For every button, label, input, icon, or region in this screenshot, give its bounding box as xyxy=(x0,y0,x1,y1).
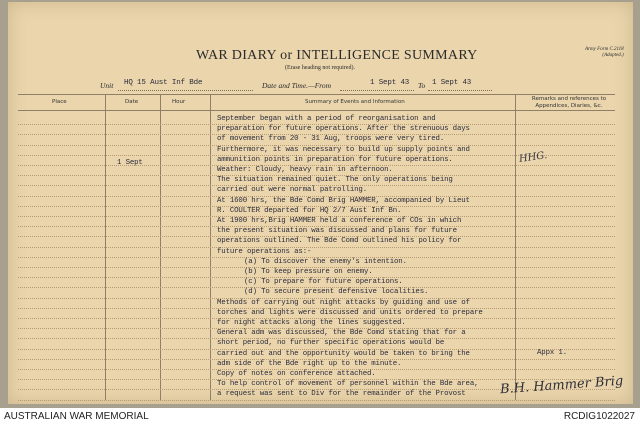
summary-line: ammunition points in preparation for future operations. xyxy=(217,155,453,164)
summary-line: for night attacks along the lines suggested. xyxy=(217,319,406,327)
date-to-dotted-line xyxy=(428,90,492,91)
ruled-row-line xyxy=(18,247,615,248)
summary-line: the present situation was discussed and plans for future xyxy=(217,227,457,236)
summary-line: General adm was discussed, the Bde Comd stating that for a xyxy=(217,329,466,338)
column-header-hour: Hour xyxy=(172,99,186,105)
archive-name: AUSTRALIAN WAR MEMORIAL xyxy=(4,411,149,422)
summary-line: The situation remained quiet. The only operations being xyxy=(217,176,453,185)
column-header-place: Place xyxy=(52,99,67,105)
ruled-row-line xyxy=(18,400,615,401)
summary-line: carried out were normal patrolling. xyxy=(217,186,367,195)
summary-line: At 1600 hrs, the Bde Comd Brig HAMMER, accompanied by Lieut xyxy=(217,196,470,205)
summary-line: To help control of movement of personnel within the Bde area, xyxy=(217,380,479,389)
summary-line: a request was sent to Div for the remainder of the Provost xyxy=(217,390,466,399)
unit-label: Unit xyxy=(100,81,114,90)
page-subtitle: (Erase heading not required). xyxy=(285,65,355,71)
summary-line: September began with a period of reorganisation and xyxy=(217,115,436,123)
table-top-rule xyxy=(18,94,615,95)
handwritten-initials: HHG. xyxy=(518,150,548,165)
army-form-reference: Army Form C.2118 (Adapted.) xyxy=(585,47,624,58)
summary-line: At 1900 hrs,Brig HAMMER held a conference of COs in which xyxy=(217,217,462,225)
summary-line: (c) To prepare for future operations. xyxy=(244,278,403,287)
handwritten-signature: B.H. Hammer Brig xyxy=(499,373,624,398)
summary-line: Furthermore, it was necessary to build up supply points and xyxy=(217,145,470,154)
column-header-date: Date xyxy=(125,99,139,105)
summary-line: future operations as:- xyxy=(217,247,312,256)
summary-line: R. COULTER departed for HQ 2/7 Aust Inf Bn. xyxy=(217,206,402,215)
summary-line: (b) To keep pressure on enemy. xyxy=(244,268,373,276)
date-from-value: 1 Sept 43 xyxy=(370,79,410,87)
summary-line: carried out and the opportunity would be taken to bring the xyxy=(217,349,470,358)
column-header-remarks: Remarks and references to Appendices, Diaries, &c. xyxy=(531,96,607,109)
remark-appendix: Appx 1. xyxy=(537,349,567,357)
table-header-rule xyxy=(18,110,615,111)
summary-line: torches and lights were discussed and units ordered to prepare xyxy=(217,308,483,317)
date-to-label: To xyxy=(418,81,426,90)
archive-footer xyxy=(0,408,640,426)
summary-line: Copy of notes on conference attached. xyxy=(217,370,376,378)
column-header-summary: Summary of Events and Information xyxy=(305,99,405,105)
summary-line: Methods of carrying out night attacks by guiding and use of xyxy=(217,298,470,307)
summary-line: preparation for future operations. After the strenuous days xyxy=(217,125,470,134)
date-to-value: 1 Sept 43 xyxy=(432,79,472,87)
summary-line: (d) To secure present defensive localities. xyxy=(244,288,429,297)
entry-date: 1 Sept xyxy=(117,159,143,167)
summary-line: adm side of the Bde right up to the minute. xyxy=(217,359,402,368)
summary-line: short period, no further specific operations would be xyxy=(217,339,445,348)
summary-line: of movement from 20 - 31 Aug, troops were very tired. xyxy=(217,135,445,144)
archive-id: RCDIG1022027 xyxy=(563,411,635,422)
summary-line: (a) To discover the enemy's intention. xyxy=(244,257,407,266)
date-from-dotted-line xyxy=(340,90,414,91)
unit-value: HQ 15 Aust Inf Bde xyxy=(124,79,203,87)
summary-line: operations outlined. The Bde Comd outlined his policy for xyxy=(217,237,462,246)
page-title: WAR DIARY or INTELLIGENCE SUMMARY xyxy=(196,48,478,63)
date-from-label: Date and Time.—From xyxy=(262,81,332,90)
unit-dotted-line xyxy=(118,90,253,91)
summary-line: Weather: Cloudy, heavy rain in afternoon. xyxy=(217,166,393,174)
